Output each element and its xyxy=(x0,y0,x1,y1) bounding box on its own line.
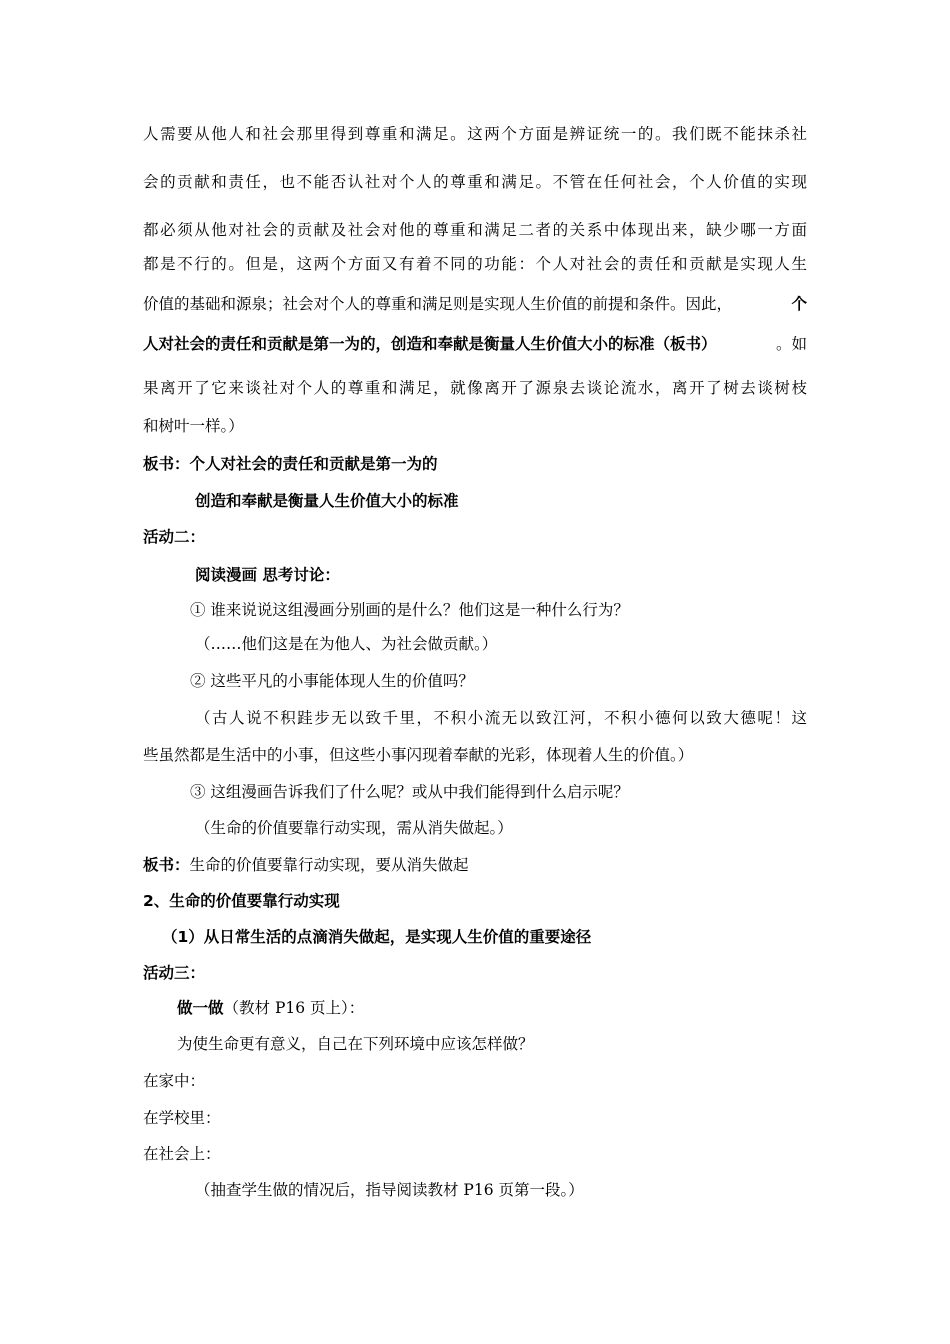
paragraph-line xyxy=(143,292,807,314)
answer: （古人说不积跬步无以致千里，不积小流无以致江河，不积小德何以致大德呢！这 xyxy=(195,709,807,727)
paragraph-line: 果离开了它来谈社对个人的尊重和满足，就像离开了源泉去谈论流水，离开了树去谈树枝 xyxy=(143,379,807,397)
activity-title: 活动三： xyxy=(143,964,206,982)
task-prompt: 为使生命更有意义，自己在下列环境中应该怎样做？ xyxy=(177,1035,534,1053)
activity-task xyxy=(177,996,364,1018)
fill-in-item: 在家中： xyxy=(143,1072,206,1090)
teacher-note: （抽查学生做的情况后，指导阅读教材 P16 页第一段。） xyxy=(195,1181,584,1199)
paragraph-line: 都是不行的。但是，这两个方面又有着不同的功能：个人对社会的责任和贡献是实现人生 xyxy=(143,255,807,273)
board-label: 板书： xyxy=(143,856,190,874)
question: ① 谁来说说这组漫画分别画的是什么？他们这是一种什么行为？ xyxy=(190,601,629,619)
paragraph-line: 都必须从他对社会的贡献及社会对他的尊重和满足二者的关系中体现出来，缺少哪一方面 xyxy=(143,221,807,239)
board-note xyxy=(143,853,469,875)
board-label: 板书： xyxy=(143,455,190,473)
paragraph-text: 价值的基础和源泉；社会对个人的尊重和满足则是实现人生价值的前提和条件。因此， xyxy=(143,295,733,313)
question: ② 这些平凡的小事能体现人生的价值吗？ xyxy=(190,672,474,690)
answer: 些虽然都是生活中的小事，但这些小事闪现着奉献的光彩，体现着人生的价值。） xyxy=(143,746,694,764)
board-note xyxy=(143,452,438,474)
paragraph-line: 会的贡献和责任，也不能否认社对个人的尊重和满足。不管在任何社会，个人价值的实现 xyxy=(143,173,807,191)
paragraph-text: 。如 xyxy=(775,335,807,353)
section-heading: 2、生命的价值要靠行动实现 xyxy=(143,892,340,910)
answer: （生命的价值要靠行动实现，需从消失做起。） xyxy=(195,819,513,837)
activity-subtitle: 阅读漫画 思考讨论： xyxy=(195,566,340,584)
paragraph-line: 和树叶一样。） xyxy=(143,417,244,435)
bold-key-sentence: 人对社会的责任和贡献是第一为的，创造和奉献是衡量人生价值大小的标准（板书） xyxy=(143,335,717,353)
fill-in-item: 在社会上： xyxy=(143,1145,221,1163)
task-label: 做一做 xyxy=(177,999,224,1017)
section-subheading: （1）从日常生活的点滴消失做起，是实现人生价值的重要途径 xyxy=(162,928,592,946)
board-text: 创造和奉献是衡量人生价值大小的标准 xyxy=(195,492,459,510)
paragraph-line: 人需要从他人和社会那里得到尊重和满足。这两个方面是辨证统一的。我们既不能抹杀社 xyxy=(143,125,807,143)
activity-title: 活动二： xyxy=(143,528,206,546)
board-text: 个人对社会的责任和贡献是第一为的 xyxy=(189,455,438,473)
bold-text: 个 xyxy=(791,295,807,313)
question: ③ 这组漫画告诉我们了什么呢？或从中我们能得到什么启示呢？ xyxy=(190,783,629,801)
fill-in-item: 在学校里： xyxy=(143,1109,221,1127)
task-note: （教材 P16 页上）： xyxy=(223,999,365,1017)
board-text: 生命的价值要靠行动实现，要从消失做起 xyxy=(189,856,469,874)
paragraph-line xyxy=(143,332,807,354)
answer: （……他们这是在为他人、为社会做贡献。） xyxy=(195,635,498,653)
